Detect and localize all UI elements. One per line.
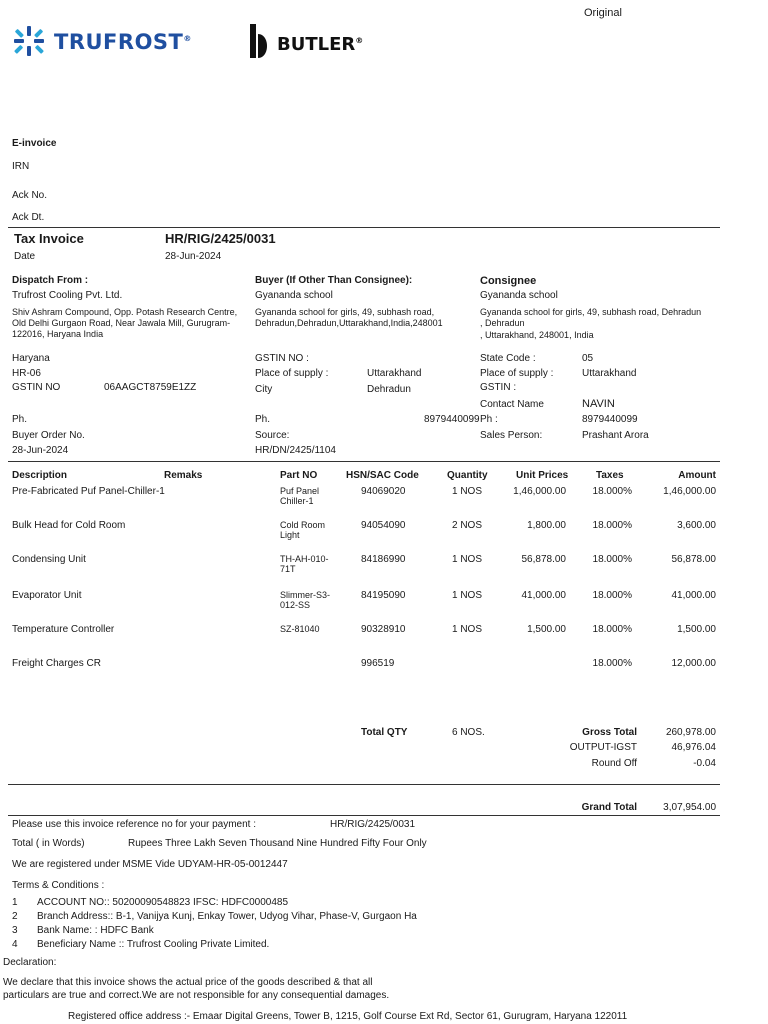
dispatch-state-code: HR-06 xyxy=(12,368,41,379)
total-qty-label: Total QTY xyxy=(361,727,408,738)
buyer-ph-label: Ph. xyxy=(255,414,271,425)
declaration-line2: particulars are true and correct.We are not responsible for any consequential damages. xyxy=(3,990,390,1001)
buyer-place: Uttarakhand xyxy=(367,368,422,379)
ack-no-label: Ack No. xyxy=(12,190,48,201)
row-taxes: 18.000% xyxy=(592,658,632,669)
ack-dt-label: Ack Dt. xyxy=(12,212,45,223)
buyer-city-label: City xyxy=(255,384,273,395)
sales-person: Prashant Arora xyxy=(582,430,649,441)
consignee-contact: NAVIN xyxy=(582,398,615,410)
col-description: Description xyxy=(12,470,68,481)
row-taxes: 18.000% xyxy=(592,624,632,635)
row-description: Pre-Fabricated Puf Panel-Chiller-1 xyxy=(12,486,165,497)
row-amount: 1,46,000.00 xyxy=(663,486,716,497)
consignee-gstin-label: GSTIN : xyxy=(480,382,517,393)
row-part-no: Slimmer-S3-012-SS xyxy=(280,590,331,610)
row-taxes: 18.000% xyxy=(592,590,632,601)
divider xyxy=(8,784,720,785)
col-part-no: Part NO xyxy=(280,470,318,481)
consignee-state-code-label: State Code : xyxy=(480,353,536,364)
row-amount: 41,000.00 xyxy=(671,590,716,601)
gross-total-label: Gross Total xyxy=(582,727,637,738)
amount-words-label: Total ( in Words) xyxy=(12,838,85,849)
consignee-title: Consignee xyxy=(480,275,537,287)
col-hsn: HSN/SAC Code xyxy=(346,470,419,481)
term-number: 3 xyxy=(12,925,18,936)
row-description: Condensing Unit xyxy=(12,554,86,565)
row-unit-price: 1,46,000.00 xyxy=(513,486,566,497)
row-description: Evaporator Unit xyxy=(12,590,82,601)
buyer-ph: 8979440099 xyxy=(424,414,480,425)
row-amount: 3,600.00 xyxy=(677,520,716,531)
igst-amount: 46,976.04 xyxy=(671,742,716,753)
row-hsn: 94054090 xyxy=(361,520,406,531)
table-row xyxy=(0,590,768,620)
row-unit-price: 1,500.00 xyxy=(527,624,566,635)
invoice-date-label: Date xyxy=(14,251,36,262)
row-taxes: 18.000% xyxy=(592,554,632,565)
row-hsn: 94069020 xyxy=(361,486,406,497)
consignee-address-line3: , Uttarakhand, 248001, India xyxy=(480,330,594,340)
row-amount: 1,500.00 xyxy=(677,624,716,635)
row-part-no: SZ-81040 xyxy=(280,624,320,634)
row-quantity: 1 NOS xyxy=(451,624,482,635)
consignee-place-label: Place of supply : xyxy=(480,368,554,379)
row-quantity: 1 NOS xyxy=(451,486,482,497)
term-text: Bank Name: : HDFC Bank xyxy=(37,925,154,936)
grand-total-label: Grand Total xyxy=(581,802,637,813)
row-amount: 12,000.00 xyxy=(671,658,716,669)
dispatch-company: Trufrost Cooling Pvt. Ltd. xyxy=(12,290,123,301)
buyer-order-label: Buyer Order No. xyxy=(12,430,85,441)
msme-registration: We are registered under MSME Vide UDYAM-HR-05-0012447 xyxy=(12,859,288,870)
table-row xyxy=(0,486,768,516)
original-label: Original xyxy=(584,7,622,19)
row-description: Freight Charges CR xyxy=(12,658,101,669)
consignee-address-line2: , Dehradun xyxy=(480,318,525,328)
dispatch-state: Haryana xyxy=(12,353,50,364)
sales-person-label: Sales Person: xyxy=(480,430,543,441)
buyer-place-label: Place of supply : xyxy=(255,368,329,379)
buyer-order-date: 28-Jun-2024 xyxy=(12,445,69,456)
dispatch-title: Dispatch From : xyxy=(12,275,89,286)
divider xyxy=(8,815,720,816)
row-unit-price: 1,800.00 xyxy=(527,520,566,531)
row-part-no: Puf Panel Chiller-1 xyxy=(280,486,320,506)
consignee-place: Uttarakhand xyxy=(582,368,637,379)
buyer-city: Dehradun xyxy=(367,384,411,395)
term-number: 1 xyxy=(12,897,18,908)
row-part-no: TH-AH-010-71T xyxy=(280,554,329,574)
round-off-label: Round Off xyxy=(591,758,637,769)
butler-mark-icon xyxy=(250,24,272,58)
term-text: Beneficiary Name :: Trufrost Cooling Private Limited. xyxy=(37,939,270,950)
trufrost-logo-text: TRUFROST xyxy=(54,30,184,54)
row-description: Bulk Head for Cold Room xyxy=(12,520,126,531)
buyer-gstin-label: GSTIN NO : xyxy=(255,353,309,364)
igst-label: OUTPUT-IGST xyxy=(569,742,637,753)
col-taxes: Taxes xyxy=(596,470,624,481)
invoice-date: 28-Jun-2024 xyxy=(165,251,222,262)
einvoice-title: E-invoice xyxy=(12,138,57,149)
row-description: Temperature Controller xyxy=(12,624,115,635)
col-quantity: Quantity xyxy=(447,470,488,481)
row-unit-price: 41,000.00 xyxy=(521,590,566,601)
consignee-state-code: 05 xyxy=(582,353,594,364)
term-number: 2 xyxy=(12,911,18,922)
declaration-title: Declaration: xyxy=(3,957,57,968)
amount-words: Rupees Three Lakh Seven Thousand Nine Hundred Fifty Four Only xyxy=(128,838,427,849)
row-taxes: 18.000% xyxy=(592,486,632,497)
row-hsn: 84186990 xyxy=(361,554,406,565)
buyer-title: Buyer (If Other Than Consignee): xyxy=(255,275,413,286)
round-off: -0.04 xyxy=(693,758,716,769)
dispatch-gstin: 06AAGCT8759E1ZZ xyxy=(104,382,197,393)
declaration-line1: We declare that this invoice shows the actual price of the goods described & that all xyxy=(3,977,373,988)
dispatch-ph-label: Ph. xyxy=(12,414,28,425)
divider xyxy=(8,227,720,228)
table-row xyxy=(0,554,768,584)
term-text: Branch Address:: B-1, Vanijya Kunj, Enkay Tower, Udyog Vihar, Phase-V, Gurgaon Ha xyxy=(37,911,417,922)
divider xyxy=(8,461,720,462)
table-row xyxy=(0,520,768,550)
row-taxes: 18.000% xyxy=(592,520,632,531)
row-quantity: 1 NOS xyxy=(451,590,482,601)
row-quantity: 2 NOS xyxy=(451,520,482,531)
consignee-ph: 8979440099 xyxy=(582,414,638,425)
buyer-address: Gyananda school for girls, 49, subhash road, Dehradun,Dehradun,Uttarakhand,India,248001 xyxy=(255,307,443,328)
term-number: 4 xyxy=(12,939,18,950)
snowflake-icon xyxy=(12,24,46,58)
table-row xyxy=(0,658,768,688)
dispatch-gstin-label: GSTIN NO xyxy=(12,382,61,393)
term-text: ACCOUNT NO:: 50200090548823 IFSC: HDFC0000485 xyxy=(37,897,289,908)
row-amount: 56,878.00 xyxy=(671,554,716,565)
invoice-number: HR/RIG/2425/0031 xyxy=(165,231,276,246)
grand-total: 3,07,954.00 xyxy=(663,802,716,813)
consignee-ph-label: Ph : xyxy=(480,414,498,425)
payment-ref-label: Please use this invoice reference no for your payment : xyxy=(12,819,257,830)
dispatch-address: Shiv Ashram Compound, Opp. Potash Research Centre, Old Delhi Gurgaon Road, Near Jawala Mill, Gurugram-122016, Haryana India xyxy=(12,307,238,339)
registered-office: Registered office address :- Emaar Digital Greens, Tower B, 1215, Golf Course Ext Rd, Sector 61, Gurugram, Haryana 122011 xyxy=(68,1011,628,1022)
butler-logo-text: BUTLER xyxy=(277,34,356,55)
row-unit-price: 56,878.00 xyxy=(521,554,566,565)
consignee-contact-label: Contact Name xyxy=(480,399,544,410)
total-qty: 6 NOS. xyxy=(452,727,485,738)
consignee-address-line1: Gyananda school for girls, 49, subhash road, Dehradun xyxy=(480,307,702,317)
row-hsn: 84195090 xyxy=(361,590,406,601)
tax-invoice-title: Tax Invoice xyxy=(14,231,84,246)
col-unit-price: Unit Prices xyxy=(516,470,569,481)
col-remarks: Remaks xyxy=(164,470,203,481)
trufrost-registered-mark: ® xyxy=(183,34,192,43)
row-part-no: Cold Room Light xyxy=(280,520,326,540)
irn-label: IRN xyxy=(12,161,30,172)
buyer-source: HR/DN/2425/1104 xyxy=(255,445,336,456)
table-row xyxy=(0,624,768,654)
gross-total: 260,978.00 xyxy=(665,727,716,738)
buyer-name: Gyananda school xyxy=(255,290,333,301)
payment-ref: HR/RIG/2425/0031 xyxy=(330,819,416,830)
col-amount: Amount xyxy=(678,470,716,481)
row-hsn: 996519 xyxy=(361,658,395,669)
butler-registered-mark: ® xyxy=(355,36,364,45)
terms-title: Terms & Conditions : xyxy=(12,880,105,891)
consignee-name: Gyananda school xyxy=(480,290,558,301)
row-hsn: 90328910 xyxy=(361,624,406,635)
buyer-source-label: Source: xyxy=(255,430,290,441)
row-quantity: 1 NOS xyxy=(451,554,482,565)
